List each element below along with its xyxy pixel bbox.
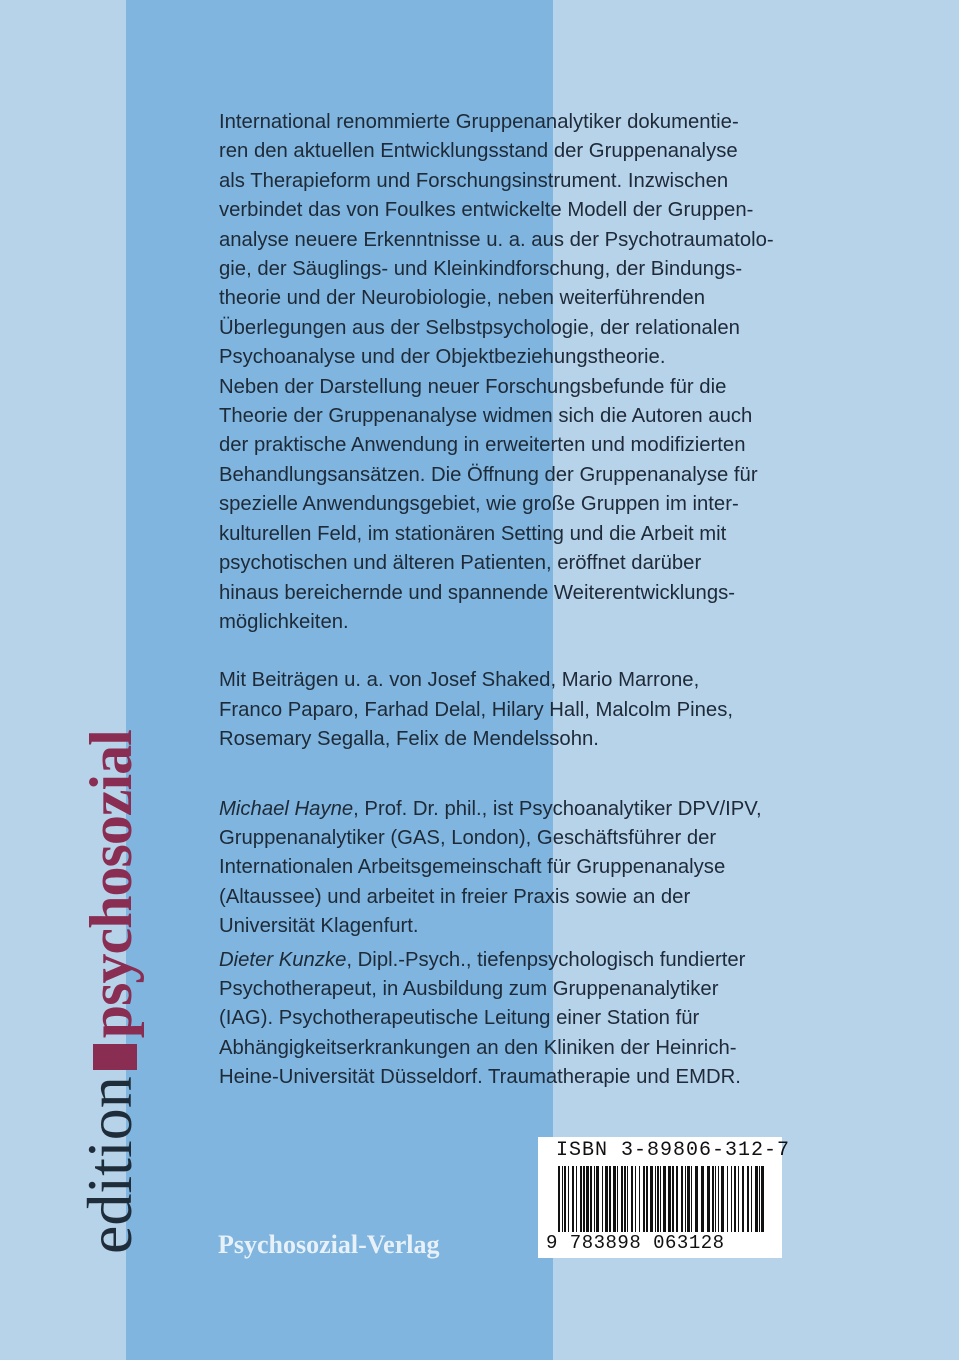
bio-first-line-text: , Dipl.-Psych., tiefenpsychologisch fundierter xyxy=(346,948,746,971)
text-line: psychotischen und älteren Patienten, eröffnet darüber xyxy=(219,552,702,575)
barcode-bar xyxy=(755,1166,758,1232)
barcode-bar xyxy=(568,1166,569,1232)
text-line: kulturellen Feld, im stationären Setting und die Arbeit mit xyxy=(219,522,727,545)
text-line: Überlegungen aus der Selbstpsychologie, der relationalen xyxy=(219,316,740,339)
text-line: Heine-Universität Düsseldorf. Traumatherapie und EMDR. xyxy=(219,1066,741,1089)
text-line: Rosemary Segalla, Felix de Mendelssohn. xyxy=(219,728,599,751)
barcode-bar xyxy=(558,1166,560,1232)
barcode-bar xyxy=(668,1166,671,1232)
publisher-name: Psychosozial-Verlag xyxy=(218,1230,440,1259)
barcode-bar xyxy=(715,1166,716,1232)
edition-psychosozial-logo xyxy=(74,730,145,1254)
barcode-bar xyxy=(617,1166,618,1232)
back-cover-text xyxy=(219,108,839,1093)
text-line: Neben der Darstellung neuer Forschungsbefunde für die xyxy=(219,375,727,398)
bio-first-line xyxy=(219,795,839,824)
barcode-bar xyxy=(646,1166,648,1232)
barcode-bar xyxy=(596,1166,599,1232)
bio-first-line-text: , Prof. Dr. phil., ist Psychoanalytiker DPV/IPV, xyxy=(353,797,762,820)
barcode-bar xyxy=(590,1166,592,1232)
text-line: Behandlungsansätzen. Die Öffnung der Gruppenanalyse für xyxy=(219,463,758,486)
text-line: Universität Klagenfurt. xyxy=(219,915,419,938)
barcode-bar xyxy=(631,1166,633,1232)
ean-digits: 9 783898 063128 xyxy=(546,1232,725,1254)
text-line: (IAG). Psychotherapeutische Leitung einer Station für xyxy=(219,1007,700,1030)
text-line: (Altaussee) und arbeitet in freier Praxis sowie an der xyxy=(219,885,691,908)
barcode-bars xyxy=(558,1166,768,1232)
barcode-bar xyxy=(747,1166,749,1232)
barcode-bar xyxy=(701,1166,704,1232)
barcode-bar xyxy=(738,1166,739,1232)
barcode-bar xyxy=(691,1166,692,1232)
barcode-bar xyxy=(718,1166,719,1232)
bio-dieter-kunzke xyxy=(219,946,839,1093)
text-line: möglichkeiten. xyxy=(219,610,349,633)
barcode-bar xyxy=(695,1166,698,1232)
spacer xyxy=(219,755,839,795)
barcode-bar xyxy=(681,1166,683,1232)
text-line: Theorie der Gruppenanalyse widmen sich die Autoren auch xyxy=(219,405,753,428)
barcode-bar xyxy=(605,1166,608,1232)
text-line: spezielle Anwendungsgebiet, wie große Gruppen im inter- xyxy=(219,493,739,516)
bio-lines xyxy=(219,975,839,1093)
barcode-bar xyxy=(734,1166,736,1232)
barcode-bar xyxy=(655,1166,656,1232)
contributors-paragraph xyxy=(219,666,839,754)
barcode-bar xyxy=(685,1166,686,1232)
blurb-paragraph xyxy=(219,108,839,637)
isbn-barcode xyxy=(538,1137,791,1258)
text-line: verbindet das von Foulkes entwickelte Modell der Gruppen- xyxy=(219,199,754,222)
barcode-bar xyxy=(609,1166,611,1232)
text-line: Gruppenanalytiker (GAS, London), Geschäftsführer der xyxy=(219,826,717,849)
text-line: Franco Paparo, Farhad Delal, Hilary Hall, Malcolm Pines, xyxy=(219,698,733,721)
barcode-bar xyxy=(721,1166,724,1232)
barcode-bar xyxy=(657,1166,659,1232)
barcode-bar xyxy=(761,1166,764,1232)
text-line: der praktische Anwendung in erweiterten und modifizierten xyxy=(219,434,746,457)
barcode-bar xyxy=(727,1166,728,1232)
barcode-bar xyxy=(586,1166,589,1232)
text-line: ren den aktuellen Entwicklungsstand der Gruppenanalyse xyxy=(219,140,738,163)
text-line: Psychotherapeut, in Ausbildung zum Gruppenanalytiker xyxy=(219,977,719,1000)
barcode-bar xyxy=(759,1166,760,1232)
bio-lines xyxy=(219,824,839,942)
isbn-label: ISBN 3-89806-312-7 xyxy=(556,1139,791,1162)
barcode-bar xyxy=(562,1166,563,1232)
barcode-bar xyxy=(751,1166,752,1232)
barcode-bar xyxy=(712,1166,714,1232)
barcode-bar xyxy=(576,1166,577,1232)
text-line: Abhängigkeitserkrankungen an den Kliniken der Heinrich- xyxy=(219,1036,737,1059)
barcode-bar xyxy=(707,1166,710,1232)
text-line: analyse neuere Erkenntnisse u. a. aus der Psychotraumatolo- xyxy=(219,228,774,251)
barcode-bar xyxy=(572,1166,574,1232)
text-line: International renommierte Gruppenanalytiker dokumentie- xyxy=(219,111,739,133)
barcode-bar xyxy=(594,1166,595,1232)
text-line: Internationalen Arbeitsgemeinschaft für Gruppenanalyse xyxy=(219,856,726,879)
bio-michael-hayne xyxy=(219,795,839,942)
barcode-bar xyxy=(564,1166,566,1232)
barcode-bar xyxy=(742,1166,744,1232)
barcode-bar xyxy=(635,1166,636,1232)
text-line: als Therapieform und Forschungsinstrument. Inzwischen xyxy=(219,169,729,192)
text-line: gie, der Säuglings- und Kleinkindforschung, der Bindungs- xyxy=(219,258,743,281)
barcode-bar xyxy=(624,1166,626,1232)
barcode-bar xyxy=(621,1166,623,1232)
barcode-bar xyxy=(602,1166,603,1232)
text-line: theorie und der Neurobiologie, neben weiterführenden xyxy=(219,287,705,310)
barcode-bar xyxy=(672,1166,674,1232)
barcode-bar xyxy=(639,1166,640,1232)
barcode-bar xyxy=(643,1166,645,1232)
barcode-bar xyxy=(627,1166,628,1232)
author-name: Michael Hayne xyxy=(219,797,354,820)
author-name: Dieter Kunzke xyxy=(219,948,347,971)
barcode-bar xyxy=(613,1166,616,1232)
logo-accent-bar xyxy=(93,1044,137,1070)
bio-first-line xyxy=(219,946,839,975)
barcode-bar xyxy=(580,1166,582,1232)
barcode-bar xyxy=(650,1166,653,1232)
text-line: Psychoanalyse und der Objektbeziehungstheorie. xyxy=(219,346,666,369)
logo-word-psychosozial: psychosozial xyxy=(78,730,144,1039)
barcode-bar xyxy=(676,1166,678,1232)
logo-word-edition: edition xyxy=(74,1076,145,1254)
barcode-bar xyxy=(583,1166,585,1232)
barcode-bar xyxy=(663,1166,666,1232)
barcode-bar xyxy=(687,1166,690,1232)
spacer xyxy=(219,637,839,666)
barcode-bar xyxy=(660,1166,661,1232)
text-line: hinaus bereichernde und spannende Weiterentwicklungs- xyxy=(219,581,736,604)
text-line: Mit Beiträgen u. a. von Josef Shaked, Mario Marrone, xyxy=(219,669,700,692)
barcode-bar xyxy=(731,1166,732,1232)
